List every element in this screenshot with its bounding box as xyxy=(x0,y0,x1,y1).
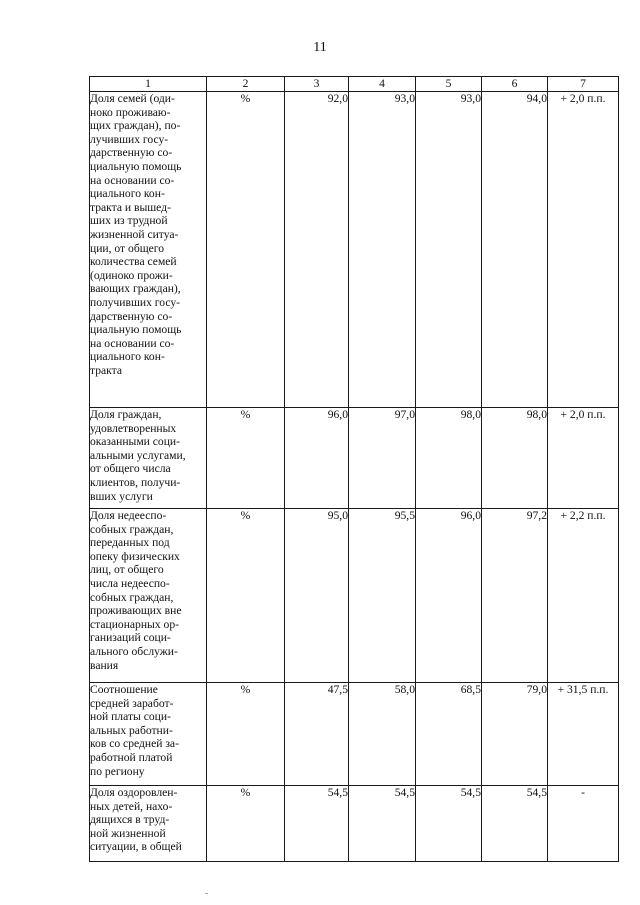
table-header-row xyxy=(90,77,619,92)
column-header: 1 xyxy=(90,77,207,92)
indicator-unit: % xyxy=(207,92,285,408)
indicator-name: Доля семей (оди- ноко проживаю- щих граждан), по- лучивших госу- дарственную со- циальную помощь на основании со- циального кон- тракта и вышед- ших из трудной жизненной ситуа- ции, от общего количества семей (одиноко прожи- вающих граждан), получивших госу- дарственную со- циальную помощь на основании со- циального кон- тракта xyxy=(90,92,207,408)
column-header: 2 xyxy=(207,77,285,92)
table-row xyxy=(90,92,619,408)
column-header: 4 xyxy=(349,77,416,92)
indicator-name: Доля граждан, удовлетворенных оказанными соци- альными услугами, от общего числа клиентов, получи- вших услуги xyxy=(90,408,207,509)
change-value: + 2,0 п.п. xyxy=(548,408,619,509)
value-col-4: 54,5 xyxy=(349,786,416,862)
column-header: 3 xyxy=(285,77,349,92)
indicators-table xyxy=(89,76,619,862)
value-col-5: 98,0 xyxy=(416,408,482,509)
indicator-name: Доля недееспо- собных граждан, переданных под опеку физических лиц, от общего числа недееспо- собных граждан, проживающих вне стационарных ор- ганизаций соци- ального обслужи- вания xyxy=(90,509,207,683)
indicator-unit: % xyxy=(207,509,285,683)
indicator-unit: % xyxy=(207,683,285,786)
indicator-unit: % xyxy=(207,786,285,862)
table-row xyxy=(90,786,619,862)
value-col-6: 79,0 xyxy=(482,683,548,786)
value-col-5: 96,0 xyxy=(416,509,482,683)
table-row xyxy=(90,509,619,683)
value-col-4: 95,5 xyxy=(349,509,416,683)
value-col-3: 54,5 xyxy=(285,786,349,862)
scan-mark xyxy=(205,893,208,894)
value-col-6: 97,2 xyxy=(482,509,548,683)
table-row xyxy=(90,683,619,786)
column-header: 6 xyxy=(482,77,548,92)
indicator-name: Доля оздоровлен- ных детей, нахо- дящихся в труд- ной жизненной ситуации, в общей xyxy=(90,786,207,862)
change-value: - xyxy=(548,786,619,862)
value-col-6: 94,0 xyxy=(482,92,548,408)
value-col-5: 68,5 xyxy=(416,683,482,786)
value-col-3: 47,5 xyxy=(285,683,349,786)
indicator-name: Соотношение средней заработ- ной платы соци- альных работни- ков со средней за- работной платой по региону xyxy=(90,683,207,786)
change-value: + 2,0 п.п. xyxy=(548,92,619,408)
value-col-3: 92,0 xyxy=(285,92,349,408)
value-col-6: 54,5 xyxy=(482,786,548,862)
page-number: 11 xyxy=(313,40,327,55)
change-value: + 31,5 п.п. xyxy=(548,683,619,786)
value-col-6: 98,0 xyxy=(482,408,548,509)
change-value: + 2,2 п.п. xyxy=(548,509,619,683)
table-row xyxy=(90,408,619,509)
value-col-4: 97,0 xyxy=(349,408,416,509)
column-header: 7 xyxy=(548,77,619,92)
value-col-4: 93,0 xyxy=(349,92,416,408)
value-col-3: 96,0 xyxy=(285,408,349,509)
value-col-4: 58,0 xyxy=(349,683,416,786)
value-col-5: 93,0 xyxy=(416,92,482,408)
indicator-unit: % xyxy=(207,408,285,509)
value-col-5: 54,5 xyxy=(416,786,482,862)
column-header: 5 xyxy=(416,77,482,92)
value-col-3: 95,0 xyxy=(285,509,349,683)
